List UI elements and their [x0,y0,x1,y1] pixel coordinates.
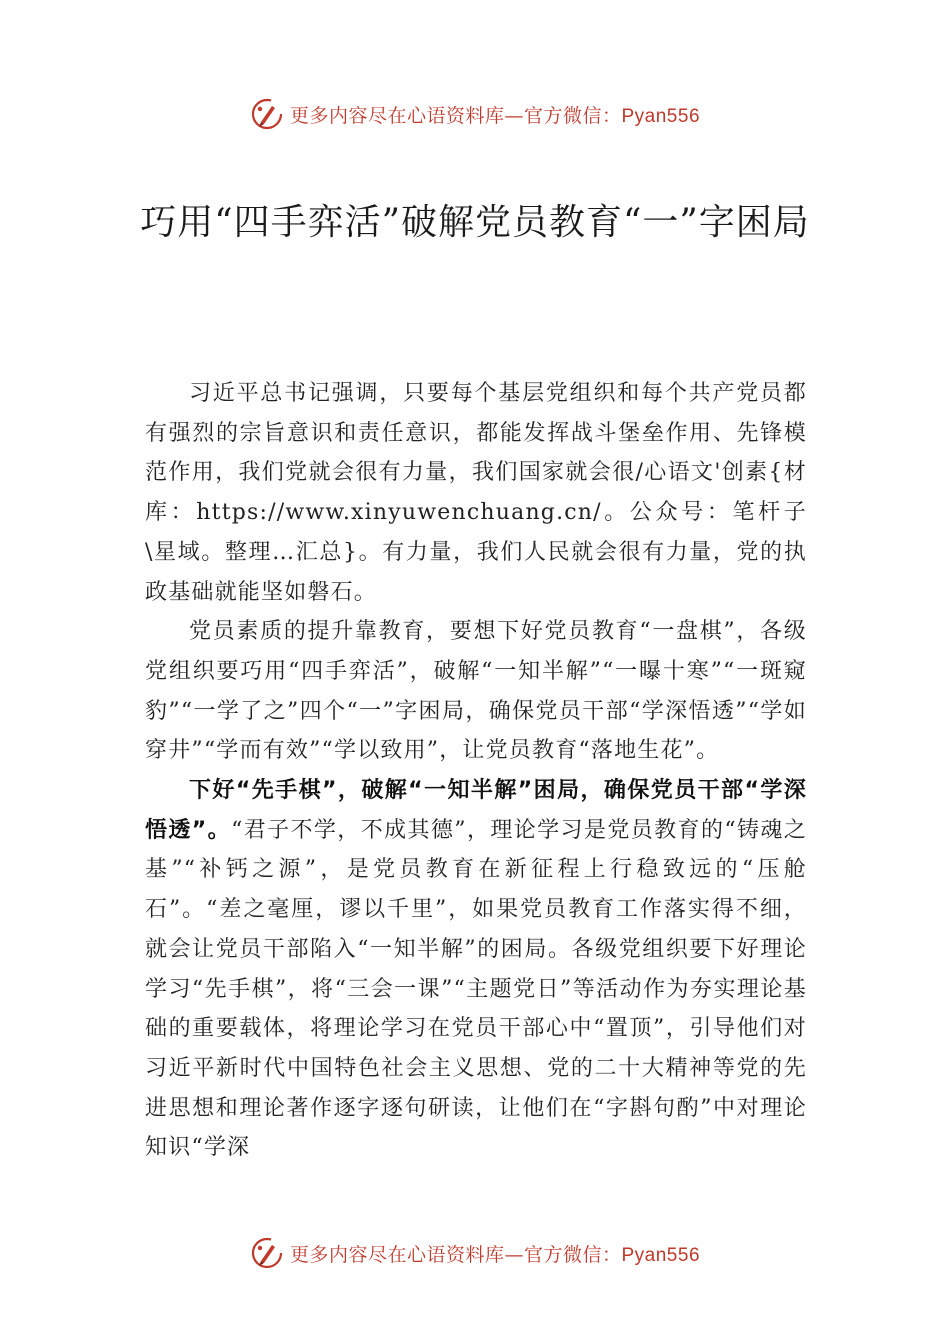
footer-banner [0,1233,950,1273]
banner-text: 更多内容尽在心语资料库—官方微信：Pyan556 [289,104,701,127]
paragraph [145,771,807,1168]
paragraph-text: 习近平总书记强调，只要每个基层党组织和每个共产党员都有强烈的宗旨意识和责任意识，都能发挥战斗堡垒作用、先锋模范作用，我们党就会很有力量，我们国家就会很/心语文'创素{材库：https://www.xinyuwenchuang.cn/。公众号：笔杆子\星域。整理…汇总}。有力量，我们人民就会很有力量，党的执政基础就能坚如磐石。 [145,381,807,605]
article-body [145,374,807,1168]
pen-logo-icon [250,1236,284,1270]
header-banner [0,94,950,134]
paragraph-heading: 下好“先手棋”，破解“一知半解”困局，确保党员干部“学深悟透”。 [145,778,807,843]
page-title: 巧用“四手弈活”破解党员教育“一”字困局 [140,202,810,243]
paragraph-text: “君子不学，不成其德”，理论学习是党员教育的“铸魂之基”“补钙之源”，是党员教育在新征程上行稳致远的“压舱石”。“差之毫厘，谬以千里”，如果党员教育工作落实得不细，就会让党员干部陷入“一知半解”的困局。各级党组织要下好理论学习“先手棋”，将“三会一课”“主题党日”等活动作为夯实理论基础的重要载体，将理论学习在党员干部心中“置顶”，引导他们对习近平新时代中国特色社会主义思想、党的二十大精神等党的先进思想和理论著作逐字逐句研读，让他们在“字斟句酌”中对理论知识“学深 [145,817,807,1161]
paragraph [145,612,807,771]
paragraph [145,374,807,612]
pen-logo-icon [250,97,284,131]
wechat-id: Pyan556 [621,1244,701,1266]
wechat-id: Pyan556 [621,105,701,127]
paragraph-text: 党员素质的提升靠教育，要想下好党员教育“一盘棋”，各级党组织要巧用“四手弈活”，破解“一知半解”“一曝十寒”“一斑窥豹”“一学了之”四个“一”字困局，确保党员干部“学深悟透”“学如穿井”“学而有效”“学以致用”，让党员教育“落地生花”。 [145,619,807,764]
banner-text: 更多内容尽在心语资料库—官方微信：Pyan556 [289,1243,701,1266]
